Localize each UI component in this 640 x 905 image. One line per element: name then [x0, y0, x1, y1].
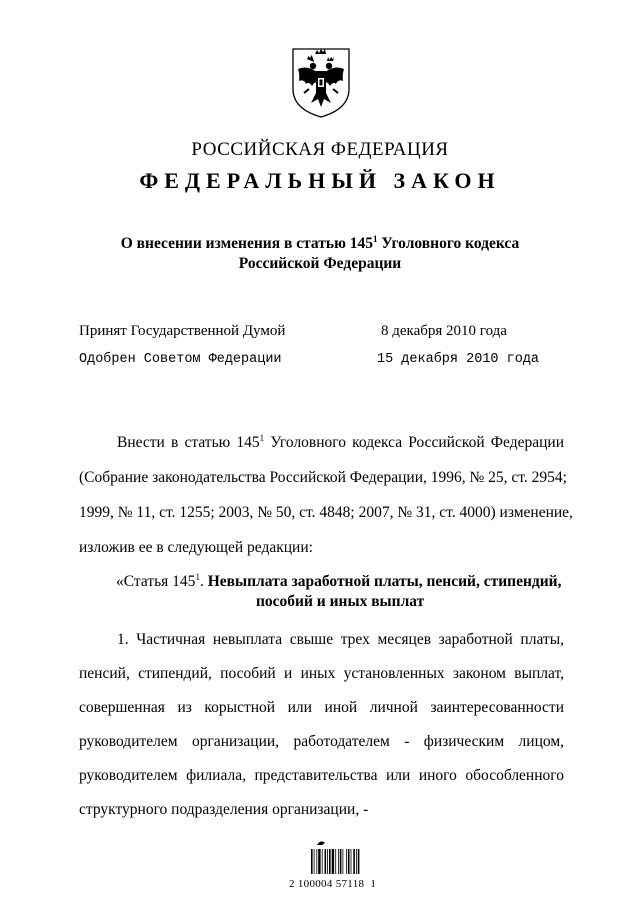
- intro-line-4: изложив ее в следующей редакции:: [79, 539, 313, 556]
- law-title-line1: О внесении изменения в статью $145^1$ Уголовного кодекса: [120, 234, 520, 252]
- barcode-mark-icon: [317, 841, 325, 845]
- adopted-date: 8 декабря 2010 года: [381, 323, 507, 339]
- approved-date: 15 декабря 2010 года: [377, 352, 540, 367]
- paragraph-line-5: руководителем филиала, представительства или иного обособленного: [79, 767, 564, 784]
- article-heading-line2: пособий и иных выплат: [256, 593, 425, 610]
- state-name: РОССИЙСКАЯ ФЕДЕРАЦИЯ: [191, 139, 449, 160]
- approved-label: Одобрен Советом Федерации: [79, 352, 282, 367]
- paragraph-line-3: совершенная из корыстной или иной личной заинтересованности: [79, 699, 564, 716]
- law-title: [80, 234, 560, 274]
- paragraph-line-4: руководителем организации, работодателем - физическим лицом,: [79, 733, 564, 750]
- paragraph-line-6: структурного подразделения организации, -: [79, 801, 369, 818]
- paragraph-line-2: пенсий, стипендий, пособий и иных установленных законом выплат,: [79, 665, 564, 682]
- adopted-label: Принят Государственной Думой: [79, 323, 286, 339]
- article-heading: «Статья $145^1$. Невыплата заработной платы, пенсий, стипендий,: [116, 572, 562, 590]
- intro-line-2: (Собрание законодательства Российской Федерации, 1996, № 25, ст. 2954;: [79, 469, 567, 486]
- law-title-line2: Российской Федерации: [238, 255, 402, 272]
- document-type: ФЕДЕРАЛЬНЫЙ ЗАКОН: [139, 168, 501, 193]
- barcode-number: 2 100004 57118 1: [289, 878, 377, 890]
- paragraph-line-1: 1. Частичная невыплата свыше трех месяцев заработной платы,: [117, 631, 564, 648]
- barcode: [309, 839, 379, 876]
- coat-of-arms-emblem: [287, 45, 355, 119]
- intro-line-1: Внести в статью $145^1$ Уголовного кодекса Российской Федерации: [117, 433, 564, 451]
- intro-line-3: 1999, № 11, ст. 1255; 2003, № 50, ст. 4848; 2007, № 31, ст. 4000) изменение,: [79, 504, 573, 521]
